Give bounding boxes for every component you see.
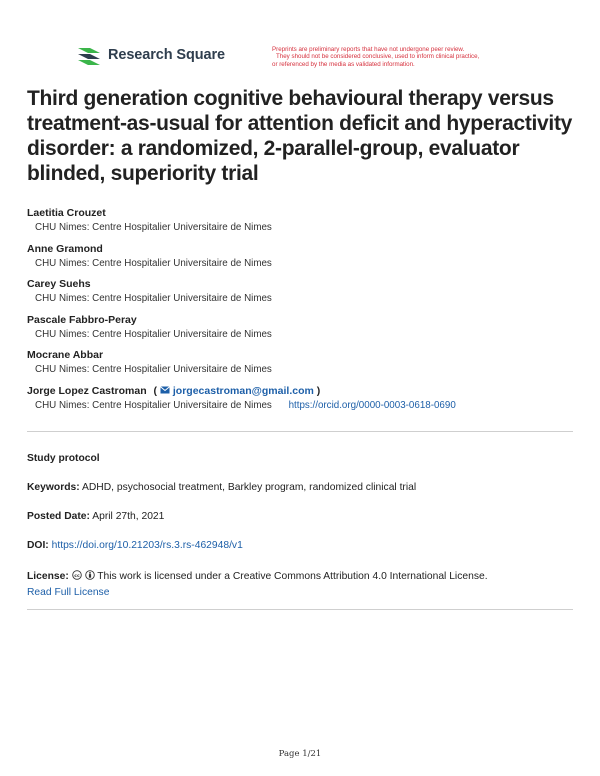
orcid-link[interactable]: https://orcid.org/0000-0003-0618-0690 [288,399,456,411]
posted-date-row [27,509,587,525]
keywords-row [27,480,587,496]
paren-open: ( [153,384,158,397]
license-label: License: [27,571,69,582]
creative-commons-icon [72,570,82,580]
email-text: jorgecastroman@gmail.com [172,384,314,397]
corresponding-author [27,384,587,420]
author-entry [27,313,587,349]
license-row [27,569,587,601]
author-entry [27,206,587,242]
author-entry [27,348,587,384]
svg-text:cc: cc [73,573,80,579]
divider [27,609,573,610]
keywords-value: ADHD, psychosocial treatment, Barkley program, randomized clinical trial [81,482,417,493]
disclaimer-line: or referenced by the media as validated information. [272,60,415,68]
posted-date-value: April 27th, 2021 [92,511,165,522]
attribution-icon [85,570,95,580]
author-affiliation: CHU Nimes: Centre Hospitalier Universitaire de Nimes [35,293,272,304]
research-square-logo-icon [76,44,102,66]
page-header [76,44,576,78]
page-number: Page 1/21 [278,749,322,759]
doi-label: DOI: [27,540,49,551]
paren-close: ) [316,384,321,397]
license-text: This work is licensed under a Creative Commons Attribution 4.0 International License. [97,571,488,582]
author-name: Pascale Fabbro-Peray [27,313,137,326]
author-email-link[interactable] [160,385,317,397]
paper-title: Third generation cognitive behavioural therapy versus treatment-as-usual for attention deficit and hyperactivity disorder: a randomized, 2-parallel-group, evaluator blinded, superiority trial [27,87,573,185]
author-name: Mocrane Abbar [27,349,104,361]
author-name: Laetitia Crouzet [27,207,106,219]
author-name: Carey Suehs [27,278,91,290]
article-type [27,451,587,467]
author-affiliation: CHU Nimes: Centre Hospitalier Universitaire de Nimes [35,257,272,269]
keywords-label: Keywords: [27,482,80,493]
preprint-disclaimer [272,46,552,68]
author-affiliation: CHU Nimes: Centre Hospitalier Universitaire de Nimes [35,364,272,375]
doi-link[interactable]: https://doi.org/10.21203/rs.3.rs-462948/v1 [51,540,243,551]
disclaimer-line: They should not be considered conclusive, used to inform clinical practice, [276,53,480,61]
author-list [27,206,587,419]
author-entry [27,242,587,278]
article-type-label: Study protocol [27,453,100,464]
author-name: Jorge Lopez Castroman [27,384,147,397]
doi-row [27,538,587,554]
author-affiliation: CHU Nimes: Centre Hospitalier Universitaire de Nimes [35,399,272,411]
author-affiliation: CHU Nimes: Centre Hospitalier Universitaire de Nimes [35,328,272,340]
divider [27,431,573,432]
research-square-logo[interactable] [76,44,225,66]
brand-name: Research Square [108,47,225,63]
disclaimer-line: Preprints are preliminary reports that have not undergone peer review. [272,46,465,53]
author-name: Anne Gramond [27,242,103,255]
envelope-icon [160,386,170,394]
author-entry [27,277,587,313]
author-affiliation: CHU Nimes: Centre Hospitalier Universitaire de Nimes [35,222,272,233]
posted-date-label: Posted Date: [27,511,90,522]
read-full-license-link[interactable]: Read Full License [27,587,110,598]
